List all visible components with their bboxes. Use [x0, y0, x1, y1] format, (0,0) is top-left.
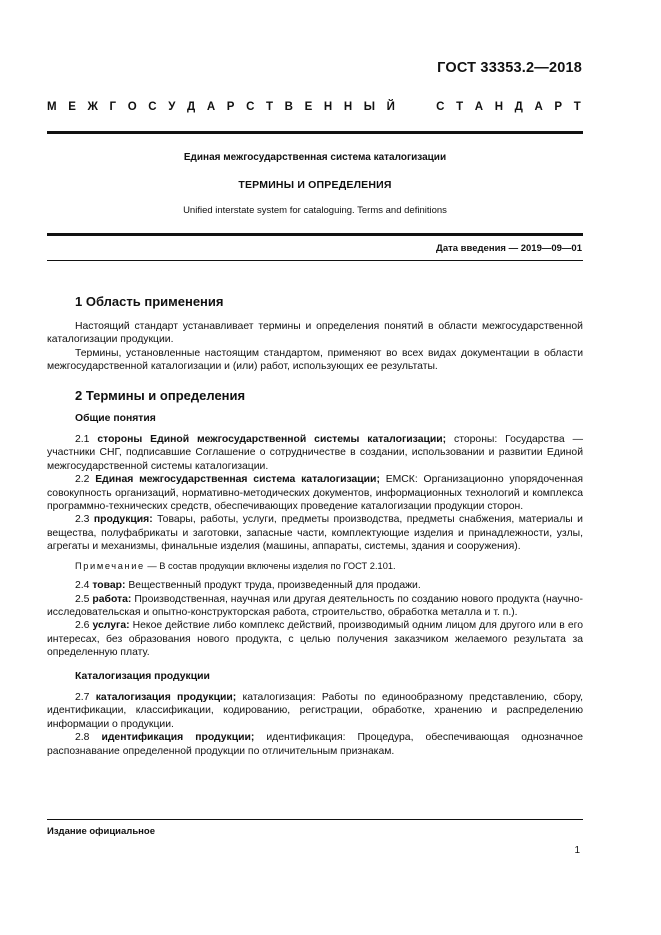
paragraph: Настоящий стандарт устанавливает термины и определения понятий в области межгосударственной каталогизации продукции. [47, 321, 583, 346]
term-name: услуга: [92, 620, 130, 632]
heading-letter: С [246, 101, 255, 113]
heading-letter: А [206, 101, 216, 113]
heading-letter: Г [109, 101, 117, 113]
word-gap [407, 101, 425, 113]
term-number: 2.7 [75, 691, 96, 703]
note [47, 560, 583, 573]
heading-letter: Е [304, 101, 313, 113]
heading-letter: А [534, 101, 543, 113]
term-entry [47, 619, 583, 659]
heading-letter: С [148, 101, 157, 113]
term-definition: идентификация: Процедура, обеспечивающая однозначное распознавание определенной продукции по отличительным признакам. [47, 732, 583, 757]
heading-letter: Й [386, 101, 395, 113]
heading-letter: О [127, 101, 137, 113]
document-title-english: Unified interstate system for cataloguing. Terms and definitions [183, 205, 447, 216]
heading-letter: Н [343, 101, 353, 113]
term-definition: Производственная, научная или другая деятельность по созданию нового продукта (научно-исследовательская и опытно-конструкторская работа, строительство, обработка металла и т. п.). [47, 593, 583, 618]
term-definition: Товары, работы, услуги, предметы производства, предметы снабжения, материалы и вещества, полуфабрикаты и заготовки, запасные части, комплектующие изделия и принадлежности, узлы, агрегаты и механизмы, финальные изделия (машины, аппараты, системы, здания и сооружения). [47, 514, 583, 553]
standard-type-heading [47, 101, 581, 113]
term-name: работа: [92, 593, 132, 605]
subsection-heading: Каталогизация продукции [75, 670, 210, 682]
term-number: 2.6 [75, 620, 93, 632]
introduction-date: Дата введения — 2019—09—01 [436, 243, 582, 254]
term-definition: стороны: Государства — участники СНГ, подписавшие Соглашение о сотрудничестве в создании, использовании и развитии Единой межгосударственной системы каталогизации. [47, 434, 583, 472]
heading-letter: Т [573, 101, 581, 113]
term-definition: ЕМСК: Организационно упорядоченная совокупность организаций, нормативно-методических документов, информационных технологий и комплекса программно-технических средств, обеспечивающих проведение каталогизации продукции сторон. [47, 474, 583, 513]
date-rule [47, 260, 583, 261]
heading-letter: Е [68, 101, 76, 113]
heading-letter: Н [494, 101, 504, 113]
series-title: Единая межгосударственная система каталогизации [183, 152, 447, 163]
heading-letter: В [284, 101, 293, 113]
term-entry [47, 579, 583, 592]
term-number: 2.3 [75, 514, 94, 526]
term-name: идентификация продукции; [101, 732, 255, 744]
term-name: Единая межгосударственная система каталогизации; [95, 474, 380, 486]
heading-letter: Д [514, 101, 523, 113]
heading-letter: Р [554, 101, 563, 113]
heading-letter: Р [226, 101, 235, 113]
section-1-heading: 1 Область применения [75, 294, 224, 309]
term-number: 2.2 [75, 474, 96, 486]
term-definition: Некое действие либо комплекс действий, производимый одним лицом для другого или в его интересах, без образования нового продукта, с целью получения заказчиком желаемого результата за определенную плату. [47, 620, 583, 659]
paragraph: Термины, установленные настоящим стандартом, применяют во всех видах документации в области межгосударственной каталогизации и (или) работ, использующих ее результаты. [47, 347, 583, 373]
term-entry [47, 513, 583, 553]
term-entry [47, 731, 583, 758]
note-text: — В состав продукции включены изделия по ГОСТ 2.101. [144, 560, 396, 571]
term-entry [47, 691, 583, 731]
term-number: 2.4 [75, 580, 93, 592]
subsection-heading: Общие понятия [75, 412, 156, 424]
heading-letter: М [47, 101, 57, 113]
footer-rule [47, 819, 583, 820]
document-body [47, 294, 583, 758]
heading-letter: А [474, 101, 484, 113]
heading-letter: Д [187, 101, 196, 113]
term-number: 2.8 [75, 732, 102, 744]
page-number: 1 [574, 845, 580, 856]
note-label: Примечание [75, 560, 145, 571]
term-name: товар: [92, 580, 126, 592]
document-title: ТЕРМИНЫ И ОПРЕДЕЛЕНИЯ [238, 179, 392, 191]
term-number: 2.5 [75, 593, 93, 605]
heading-letter: Т [266, 101, 274, 113]
edition-label: Издание официальное [47, 826, 155, 837]
heading-letter: Т [456, 101, 464, 113]
term-entry [47, 433, 583, 473]
heading-letter: У [168, 101, 176, 113]
term-entry [47, 473, 583, 513]
section-2-heading: 2 Термины и определения [75, 387, 246, 403]
term-definition: Вещественный продукт труда, произведенный для продажи. [125, 580, 421, 592]
title-rule [47, 233, 583, 236]
heading-letter: Ы [363, 101, 376, 113]
term-entry [47, 593, 583, 620]
term-name: каталогизация продукции; [95, 691, 237, 703]
heading-letter: С [436, 101, 445, 113]
term-name: продукция: [93, 514, 153, 526]
heading-letter: Ж [87, 101, 98, 113]
header-rule [47, 131, 583, 134]
term-definition: каталогизация: Работы по единообразному представлению, сбору, идентификации, классификации, кодированию, регистрации, обработке, хранению и распределению информации о продукции. [47, 691, 583, 730]
gost-number: ГОСТ 33353.2—2018 [437, 60, 582, 76]
heading-letter: Н [323, 101, 333, 113]
term-name: стороны Единой межгосударственной системы каталогизации; [97, 434, 447, 446]
term-number: 2.1 [75, 434, 98, 446]
